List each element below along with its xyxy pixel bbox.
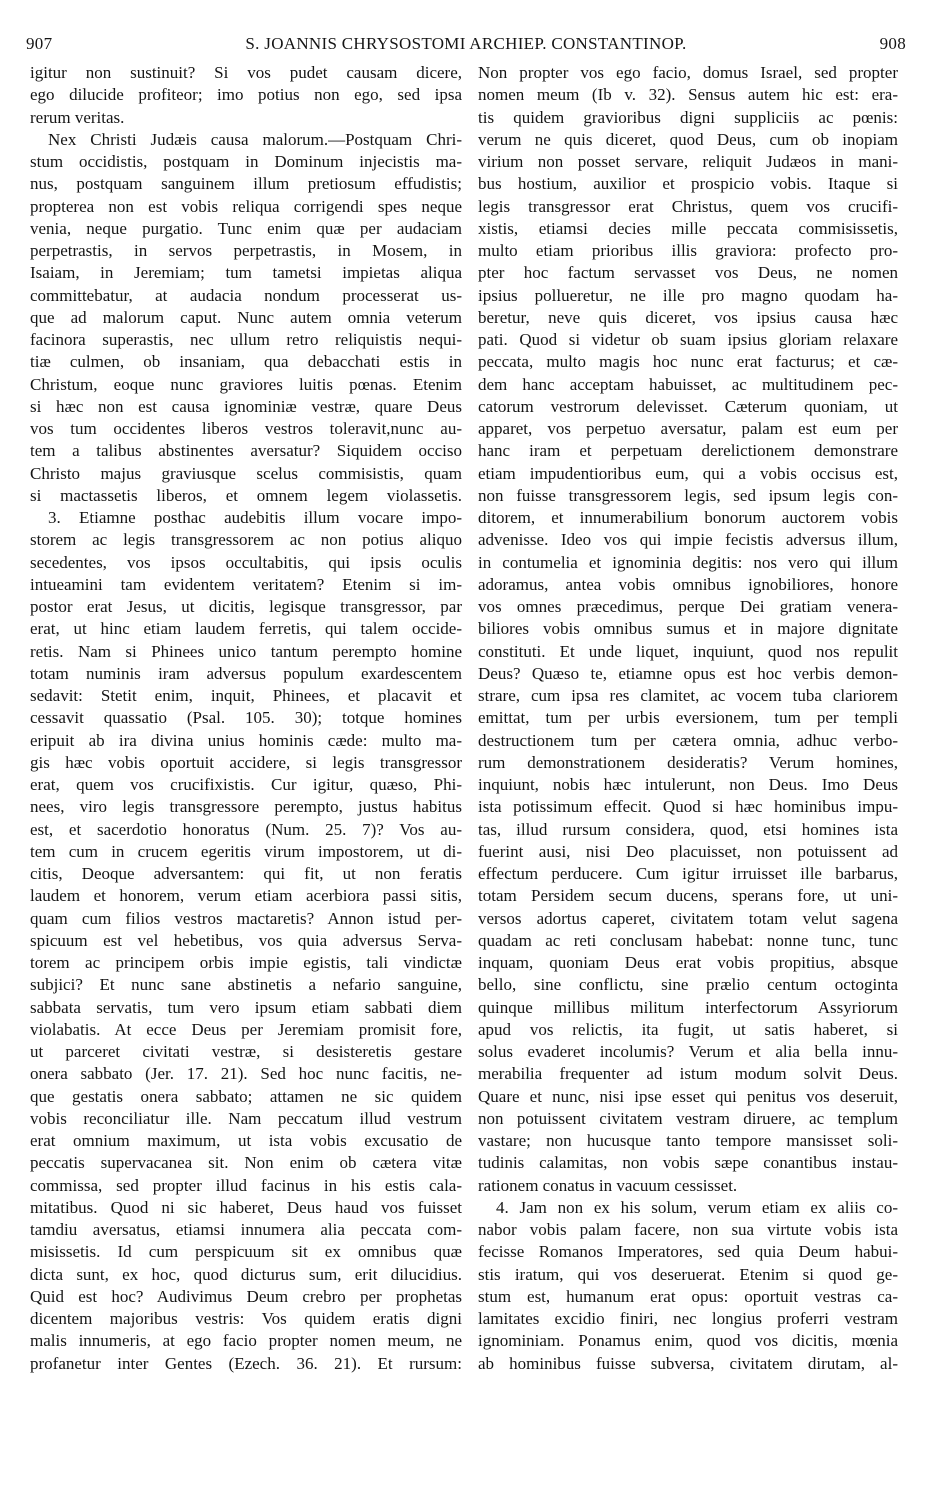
text-line: 4. Jam non ex his solum, verum etiam ex aliis co-	[496, 1197, 898, 1217]
text-line: dicta sunt, ex hoc, quod dicturus sum, erit dilucidius.	[30, 1264, 462, 1284]
text-line: committebatur, at audacia nondum processerat us-	[30, 285, 462, 305]
text-line: vobis reconciliatur ille. Nam peccatum illud vestrum	[30, 1108, 462, 1128]
text-line: erat omnium maximum, ut ista vobis excusatio de	[30, 1131, 462, 1150]
text-line: versos adortus caperet, civitatem totam velut sagena	[478, 908, 898, 928]
text-line: quam cum filios vestros mactaretis? Annon istud per-	[30, 908, 462, 928]
text-line: quadam ac reti conclusam habebat: nonne tunc, tunc	[478, 930, 898, 950]
text-line: Christum, eoque nunc graviores luitis pœnas. Etenim	[30, 374, 462, 394]
text-line: Nex Christi Judæis causa malorum.—Postquam Chri-	[48, 129, 462, 149]
text-line: peccatis supervacanea sit. Non enim ob cætera vitæ	[30, 1153, 462, 1173]
text-line: que ad malorum caput. Nunc autem omnia veterum	[30, 307, 462, 327]
text-line: tamdiu aversatus, etiamsi innumera alia peccata com-	[30, 1220, 462, 1239]
text-line: ego dilucide profiteor; imo potius non ego, sed ipsa	[30, 85, 462, 105]
text-line: citis, Deoque adversantem: qui fit, ut non feratis	[30, 864, 462, 883]
text-line: violabatis. At ecce Deus per Jeremiam promisit fore,	[30, 1019, 462, 1039]
text-line: Quid est hoc? Audivimus Deum crebro per prophetas	[30, 1286, 462, 1306]
text-line: 3. Etiamne posthac audebitis illum vocare impo-	[48, 508, 462, 527]
text-line: inquam, quoniam Deus erat vobis propitius, absque	[478, 953, 898, 972]
text-line: si mactassetis liberos, et omnem legem violassetis.	[30, 485, 462, 505]
text-line: rerum veritas.	[30, 107, 125, 127]
text-line: malis innumeris, at ego facio propter nomen meum, ne	[30, 1331, 462, 1351]
text-line: commissa, sed propter illud facinus in his estis cala-	[30, 1175, 462, 1195]
text-line: merabilia frequenter ad istum modum solvit Deus.	[478, 1064, 898, 1084]
text-line: ipsius pollueretur, ne ille pro magno quodam ha-	[478, 285, 898, 305]
text-line: stum occidistis, postquam in Dominum injecistis ma-	[30, 152, 462, 171]
text-line: spicuum est vel hebetibus, vos quia adversus Serva-	[30, 930, 462, 950]
text-line: vos omnes præcedimus, perque Dei gratiam venera-	[478, 597, 898, 616]
text-line: non fuisse transgressorem legis, sed ipsum legis con-	[478, 485, 898, 505]
text-line: hanc iram et perpetuam derelictionem demonstrare	[478, 441, 898, 461]
text-line: sabbata servatis, tum vero ipsum etiam sabbati diem	[30, 997, 462, 1017]
text-line: laudem et honorem, verum etiam acerbiora passi sitis,	[30, 886, 462, 906]
text-line: tem a talibus abstinentes aversatur? Siquidem occiso	[30, 441, 462, 461]
text-line: inquiunt, nobis hæc intulerunt, non Deus. Imo Deus	[478, 775, 898, 794]
text-line: bus hostium, auxilior et prospicio vobis. Itaque si	[478, 174, 898, 194]
text-line: ignominiam. Ponamus enim, quod vos dicitis, mœnia	[478, 1331, 898, 1351]
text-line: mitatibus. Quod ni sic haberet, Deus haud vos fuisset	[30, 1197, 462, 1217]
text-line: nees, viro legis transgressore perempto, justus habitus	[30, 797, 462, 817]
text-line: torem ac principem orbis impie egistis, tali vindictæ	[30, 953, 462, 972]
right-text-column	[478, 62, 898, 1375]
text-line: apud vos relictis, ita fugit, ut satis haberet, si	[478, 1019, 898, 1039]
left-text-column	[30, 62, 462, 1375]
text-line: nabor vobis palam facere, non sua virtute vobis ista	[478, 1220, 898, 1239]
text-line: tudinis calamitas, non vobis sæpe conantibus instau-	[478, 1153, 898, 1173]
text-line: postor erat Jesus, ut dicitis, legisque transgressor, par	[30, 597, 462, 616]
text-line: emittat, tum per urbis eversionem, tum per templi	[478, 708, 898, 728]
text-line: effectum perducere. Cum igitur irruisset ille barbarus,	[478, 864, 898, 883]
text-line: onera sabbato (Jer. 17. 21). Sed hoc nunc facitis, ne-	[30, 1064, 462, 1084]
text-line: est, et sacerdotio honoratus (Num. 25. 7)? Vos au-	[30, 819, 462, 839]
text-line: propterea non est vobis reliqua corrigendi spes neque	[30, 196, 462, 216]
text-line: storem ac legis transgressorem ac non potius aliquo	[30, 530, 462, 550]
text-line: verum ne quis diceret, quod Deus, cum ob inopiam	[478, 129, 898, 149]
text-line: peccata, multo magis hoc nunc erat facturus; et cæ-	[478, 352, 898, 372]
text-line: constituti. Et unde liquet, inquiunt, quod nos repulit	[478, 641, 898, 661]
text-line: lamitates excidio finiri, nec longius proferri vestram	[478, 1309, 898, 1328]
text-line: strare, cum ipsa res clamitet, ac vocem tuba clariorem	[478, 686, 898, 705]
text-line: stum est, humanum erat opus: oportuit vestras ca-	[478, 1286, 898, 1306]
text-line: etiam impudentioribus eum, qui a vobis occisus est,	[478, 463, 898, 483]
text-line: fecisse Romanos Imperatores, sed quia Deum habui-	[478, 1242, 898, 1262]
text-line: stis iratum, qui vos deseruerat. Etenim si quod ge-	[478, 1264, 898, 1284]
text-line: Quare et nunc, nisi ipse esset qui penitus vos deseruit,	[478, 1086, 898, 1106]
text-line: quinque millibus militum interfectorum Assyriorum	[478, 997, 898, 1017]
text-line: erat, quem vos crucifixistis. Cur igitur, quæso, Phi-	[30, 775, 462, 794]
text-line: subjici? Et nunc sane abstinetis a nefario sanguine,	[30, 975, 462, 995]
text-line: legis transgressor erat Christus, quem vos crucifi-	[478, 196, 898, 216]
page-number-right: 908	[879, 34, 906, 53]
text-line: Christo majus graviusque scelus commisistis, quam	[30, 463, 462, 483]
text-line: erat, ut hinc etiam laudem ferretis, qui talem occide-	[30, 619, 462, 639]
text-line: dicentem majoribus vestris: Vos quidem eratis digni	[30, 1309, 462, 1328]
text-line: rum demonstrationem desideratis? Verum homines,	[478, 752, 898, 772]
text-line: tas, illud rursum considera, quod, etsi homines ista	[478, 819, 898, 839]
text-line: adoramus, antea vobis omnibus ignobiliores, honore	[478, 574, 898, 594]
text-line: igitur non sustinuit? Si vos pudet causam dicere,	[30, 63, 462, 82]
page-number-left: 907	[26, 34, 53, 53]
text-line: ditorem, et innumerabilium bonorum auctorem vobis	[478, 508, 898, 527]
text-line: retis. Nam si Phinees unico tantum perempto homine	[30, 641, 462, 661]
text-line: pati. Quod si videtur ob suam ipsius gloriam relaxare	[478, 330, 898, 349]
text-line: destructionem tum per cætera omnia, adhuc verbo-	[478, 730, 898, 750]
text-line: totam numinis iram adversus populum exardescentem	[30, 663, 462, 683]
text-line: non potuissent civitatem vestram diruere, ac templum	[478, 1108, 898, 1128]
text-line: beretur, neve quis diceret, vos ipsius causa hæc	[478, 307, 898, 327]
text-line: bello, sine conflictu, sine prælio centum octoginta	[478, 975, 898, 995]
text-line: vastare; non hucusque tanto tempore mansisset soli-	[478, 1131, 898, 1150]
text-line: biliores vobis omnibus sumus et in majore dignitate	[478, 619, 898, 639]
text-line: ut parceret civitati vestræ, si desisteretis gestare	[30, 1042, 462, 1061]
text-line: dem hanc acceptam habuisset, ac multitudinem pec-	[478, 374, 898, 394]
text-line: gis hæc vobis oportuit accidere, si legis transgressor	[30, 752, 462, 772]
text-line: perpetrastis, in servos perpetrastis, in Mosem, in	[30, 241, 462, 260]
text-line: advenisse. Ideo vos qui impie fecistis adversus illum,	[478, 530, 898, 550]
text-line: totam Persidem secum ducens, sperans fore, ut uni-	[478, 886, 898, 906]
text-line: eripuit ab ira divina unius hominis cæde: multo ma-	[30, 730, 462, 750]
text-line: vos tum occidentes liberos vestros toleravit,nunc au-	[30, 419, 462, 438]
text-line: nomen meum (Ib v. 32). Sensus autem hic est: era-	[478, 85, 898, 105]
running-header	[26, 34, 906, 58]
text-line: Non propter vos ego facio, domus Israel, sed propter	[478, 63, 898, 82]
text-line: intueamini tam evidentem veritatem? Etenim si im-	[30, 574, 462, 594]
text-line: Isaiam, in Jeremiam; tum tametsi impietas aliqua	[30, 263, 462, 283]
text-line: sedavit: Stetit enim, inquit, Phinees, et placavit et	[30, 686, 462, 705]
text-line: in contumelia et ignominia degitis: nos vero qui illum	[478, 552, 898, 572]
text-line: virium non posset servare, reliquit Judæos in mani-	[478, 152, 898, 171]
text-line: cessavit quassatio (Psal. 105. 30); totque homines	[30, 708, 462, 728]
text-line: que gestatis onera sabbato; attamen ne sic quidem	[30, 1086, 462, 1106]
text-line: catorum vestrorum delevisset. Cæterum quoniam, ut	[478, 396, 898, 416]
text-line: venia, neque purgatio. Tunc enim quæ per audaciam	[30, 218, 462, 238]
text-line: nus, postquam sanguinem illum pretiosum effudistis;	[30, 174, 462, 194]
text-line: multo etiam prioribus illis graviora: profecto pro-	[478, 241, 898, 260]
text-line: rationem conatus in vacuum cessisset.	[478, 1175, 738, 1195]
text-line: tiæ culmen, ob insaniam, qua debacchati estis in	[30, 352, 462, 372]
text-line: ista potissimum effecit. Quod si hæc hominibus impu-	[478, 797, 898, 817]
text-line: apparet, vos perpetuo aversatur, palam est eum per	[478, 419, 898, 438]
text-line: Deus? Quæso te, etiamne opus est hoc verbis demon-	[478, 663, 898, 683]
text-line: misissetis. Id cum perspicuum sit ex omnibus quæ	[30, 1242, 462, 1262]
text-line: fuerint ausi, nisi Deo placuisset, non potuissent ad	[478, 841, 898, 861]
running-title: S. JOANNIS CHRYSOSTOMI ARCHIEP. CONSTANTINOP.	[245, 34, 687, 53]
text-line: ab hominibus fuisse subversa, civitatem dirutam, al-	[478, 1353, 898, 1373]
text-line: facinora superastis, nec ullum retro reliquistis nequi-	[30, 330, 462, 349]
text-line: tis quidem gravioribus digni suppliciis ac pœnis:	[478, 107, 898, 127]
text-line: secedentes, vos ipsos occultabitis, qui ipsis oculis	[30, 552, 462, 572]
text-line: pter hoc factum servasset vos Deus, ne nomen	[478, 263, 898, 283]
text-line: solus evaderet incolumis? Verum et alia bella innu-	[478, 1042, 898, 1061]
text-line: profanetur inter Gentes (Ezech. 36. 21). Et rursum:	[30, 1353, 462, 1373]
text-line: tem cum in crucem egeritis virum impostorem, ut di-	[30, 841, 462, 861]
text-line: xistis, etiamsi decies mille peccata commisissetis,	[478, 218, 898, 238]
text-line: si hæc non est causa ignominiæ vestræ, quare Deus	[30, 396, 462, 416]
